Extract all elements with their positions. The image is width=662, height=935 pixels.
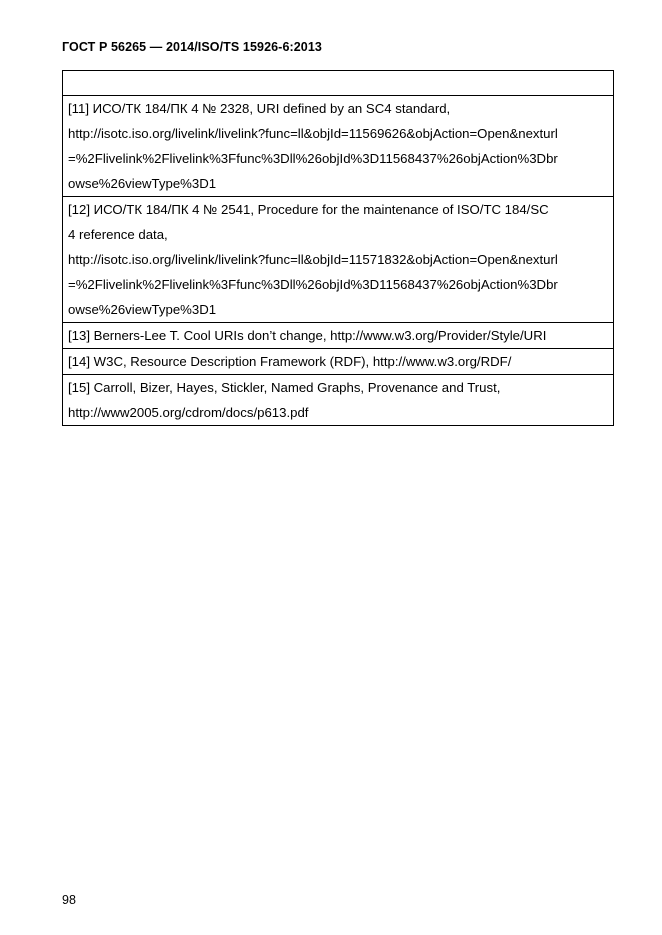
reference-row-11 (63, 96, 614, 197)
reference-url-line: http://www2005.org/cdrom/docs/p613.pdf (68, 405, 309, 420)
reference-line: [11] ИСО/ТК 184/ПК 4 № 2328, URI defined by an SC4 standard, (68, 101, 451, 116)
page-number: 98 (62, 893, 76, 907)
reference-url-line: =%2Flivelink%2Flivelink%3Ffunc%3Dll%26objId%3D11568437%26objAction%3Dbr (68, 277, 558, 292)
table-header-row (63, 71, 614, 96)
reference-row-14 (63, 349, 614, 375)
reference-url-line: owse%26viewType%3D1 (68, 302, 217, 317)
reference-url-line: =%2Flivelink%2Flivelink%3Ffunc%3Dll%26objId%3D11568437%26objAction%3Dbr (68, 151, 558, 166)
reference-row-12 (63, 197, 614, 323)
document-header: ГОСТ Р 56265 — 2014/ISO/TS 15926-6:2013 (62, 40, 322, 54)
reference-url-line: http://isotc.iso.org/livelink/livelink?func=ll&objId=11569626&objAction=Open&nexturl (68, 126, 558, 141)
empty-header-cell (63, 71, 614, 96)
reference-line: [15] Carroll, Bizer, Hayes, Stickler, Named Graphs, Provenance and Trust, (68, 380, 501, 395)
reference-line: [14] W3C, Resource Description Framework (RDF), http://www.w3.org/RDF/ (68, 354, 512, 369)
reference-cell (63, 375, 614, 426)
reference-line: [12] ИСО/ТК 184/ПК 4 № 2541, Procedure for the maintenance of ISO/TC 184/SC (68, 202, 549, 217)
reference-row-15 (63, 375, 614, 426)
reference-cell (63, 323, 614, 349)
references-table (62, 70, 614, 426)
reference-cell (63, 96, 614, 197)
reference-line: 4 reference data, (68, 227, 168, 242)
reference-line: [13] Berners-Lee T. Cool URIs don’t change, http://www.w3.org/Provider/Style/URI (68, 328, 547, 343)
reference-row-13 (63, 323, 614, 349)
reference-cell (63, 197, 614, 323)
reference-url-line: owse%26viewType%3D1 (68, 176, 217, 191)
reference-url-line: http://isotc.iso.org/livelink/livelink?func=ll&objId=11571832&objAction=Open&nexturl (68, 252, 558, 267)
reference-cell (63, 349, 614, 375)
